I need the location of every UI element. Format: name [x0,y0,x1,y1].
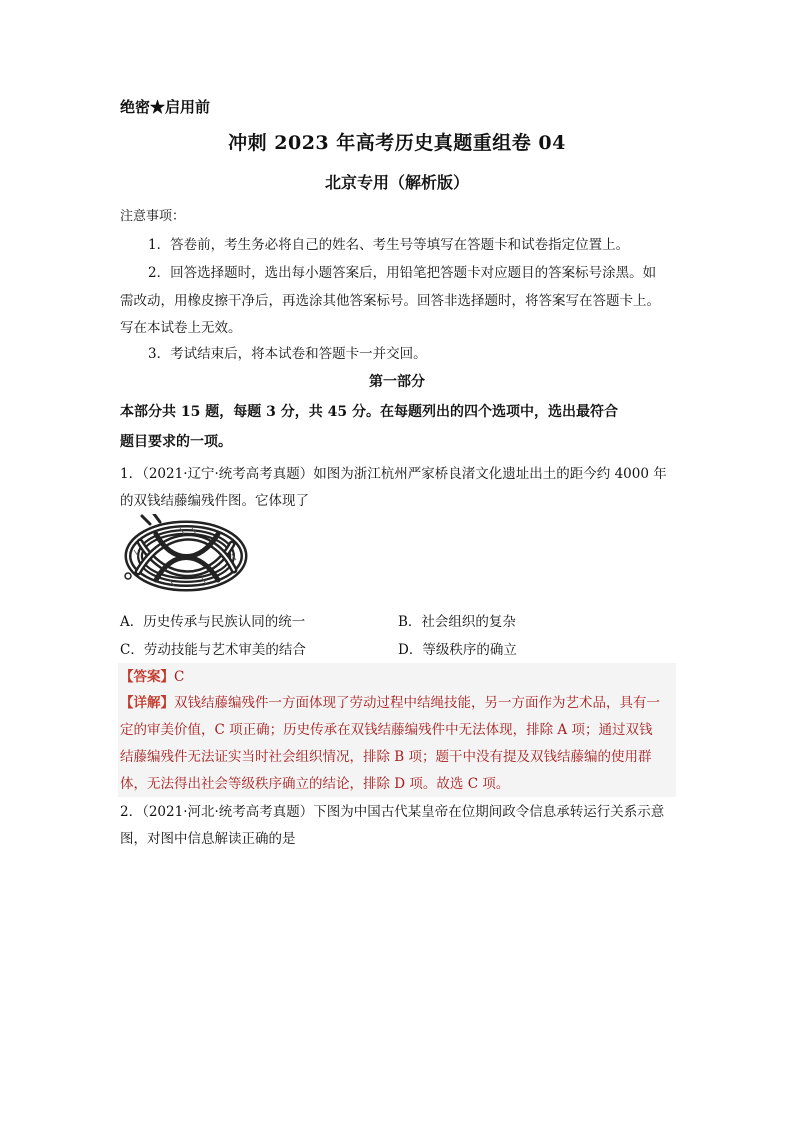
secret-label: 绝密★启用前 [120,98,211,116]
page-title: 冲刺 2023 年高考历史真题重组卷 04 [228,132,566,154]
q1-option-a: A．历史传承与民族认同的统一 [120,614,306,630]
detail-text-1: 双钱结藤编残件一方面体现了劳动过程中结绳技能，另一方面作为艺术品，具有一 [174,695,660,711]
q1-stem-line-2: 的双钱结藤编残件图。它体现了 [120,493,309,509]
q2-stem-line-1: 2．（2021·河北·统考高考真题）下图为中国古代某皇帝在位期间政令信息承转运行关系示意 [120,804,665,820]
note-line-3: 需改动，用橡皮擦干净后，再选涂其他答案标号。回答非选择题时，将答案写在答题卡上。 [120,293,660,309]
note-line-4: 写在本试卷上无效。 [120,320,242,336]
q1-detail-line-2: 定的审美价值，C 项正确；历史传承在双钱结藤编残件中无法体现，排除 A 项；通过双钱 [120,722,653,738]
section-intro-1: 本部分共 15 题，每题 3 分，共 45 分。在每题列出的四个选项中，选出最符合 [120,404,618,420]
note-line-1: 1．答卷前，考生务必将自己的姓名、考生号等填写在答题卡和试卷指定位置上。 [148,237,630,253]
q1-detail-line-3: 结藤编残件无法证实当时社会组织情况，排除 B 项；题干中没有提及双钱结藤编的使用群 [120,749,652,765]
answer-label: 【答案】 [120,669,174,685]
note-line-5: 3．考试结束后，将本试卷和答题卡一并交回。 [148,346,427,362]
answer-value: C [174,669,185,685]
detail-label: 【详解】 [120,695,174,711]
q1-detail-line-1 [120,691,660,711]
q1-option-c: C．劳动技能与艺术审美的结合 [120,642,306,658]
q1-answer [120,665,184,685]
q1-detail-line-4: 体，无法得出社会等级秩序确立的结论，排除 D 项。故选 C 项。 [120,776,510,792]
q1-option-b: B．社会组织的复杂 [398,614,516,630]
note-line-2: 2．回答选择题时，选出每小题答案后，用铅笔把答题卡对应题目的答案标号涂黑。如 [148,265,657,281]
q1-option-d: D．等级秩序的确立 [398,642,517,658]
section-intro-2: 题目要求的一项。 [120,434,232,450]
double-coin-knot-image [120,514,252,596]
q1-stem-line-1: 1．（2021·辽宁·统考高考真题）如图为浙江杭州严家桥良渚文化遗址出土的距今约 4000 年 [120,466,667,482]
section-title: 第一部分 [369,374,425,390]
q2-stem-line-2: 图，对图中信息解读正确的是 [120,831,296,847]
page-subtitle: 北京专用（解析版） [324,173,469,192]
notes-heading: 注意事项： [120,209,186,224]
